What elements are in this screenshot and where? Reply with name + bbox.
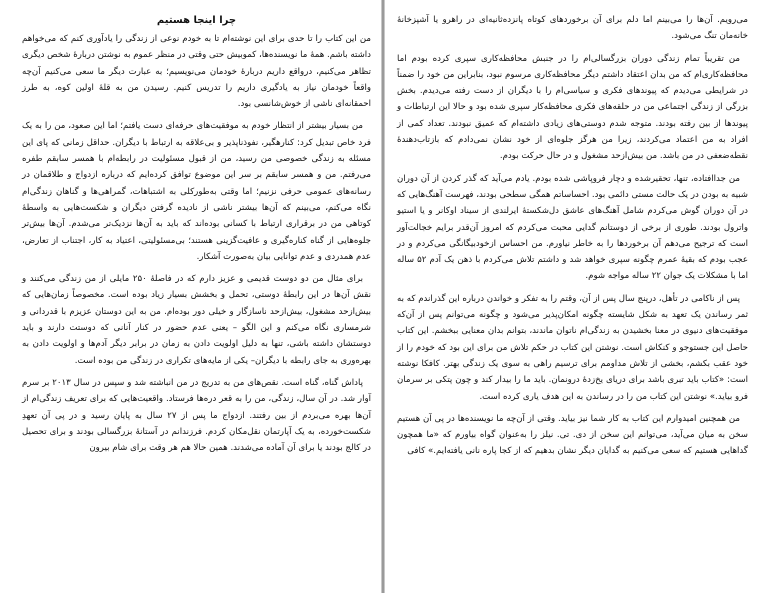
left-page [0,0,382,593]
paragraph: من این کتاب را تا حدی برای این نوشته‌ام تا به خودم نوعی از زندگی را یادآوری کنم که می‌خواهم داشته باشم. همهٔ ما نویسنده‌ها، کموبیش حتی وقتی در منظر عموم به نوشتن دربارهٔ شخص دیگری تظاهر می‌کنیم، درواقع داریم دربارهٔ خودمان می‌نویسیم؛ به عبارت دیگر ما سعی می‌کنیم آن‌چه واقعاً خودمان نیاز به یادگیری داریم را تدریس کنیم. رسیدن من به قلهٔ اولین کوه، به طرز احمقانه‌ای ناشی از خوش‌شانسی بود. [22,34,371,110]
paragraph: من تقریباً تمام زندگی دوران بزرگسالی‌ام را در جنبش محافظه‌کاری سپری کرده بودم اما محافظه‌کاری‌ام که من بدان اعتقاد داشتم دیگر محافظه‌کاری مرسوم نبود، بنابراین من خود را ضمناً در شرایطی می‌دیدم که پیوندهای فکری و سیاسی‌ام را با دیگران از دست رفته می‌دیدم. بخش بزرگی از زندگی اجتماعی من در حلقه‌های فکری محافظه‌کار سپری شده بود و حالا این ارتباطات و پیوندها از بین رفته بودند. متوجه شدم دوستی‌های زیادی داشته‌ام که عمیق نبودند. تعداد کمی از افراد به من اعتماد می‌کردند، زیرا من هرگز جلوه‌ای از خود نشان نمی‌دادم که بازتاب‌دهندهٔ نقطه‌ضعفی در من باشد. من بیش‌ازحد مشغول و در حال حرکت بودم. [397,53,748,162]
paragraph: من بسیار بیشتر از انتظار خودم به موفقیت‌های حرفه‌ای دست یافتم؛ اما این صعود، من را به یک فرد خاص تبدیل کرد: کنارهگیر، نفوذناپذیر و بی‌علاقه به ارتباط با دیگران. حداقل زمانی که پای این مسئله به زندگی خصوصی من رسید، من از قبول مسئولیت در رابطه‌ام با همسر سابقم طفره می‌رفتم. من و همسر سابقم بر سر این موضوع توافق کرده‌ایم که درباره ازدواج و طلاقمان در رسانه‌های عمومی حرفی نزنیم؛ اما وقتی به‌طورکلی به اشتباهات، گمراهی‌ها و گناهان زندگی‌ام نگاه می‌کنم، می‌بینم که آن‌ها بیشتر ناشی از نادیده گرفتن دیگران و شکست‌هایی به واسطهٔ کوتاهی من در برقراری ارتباط با کسانی بوده‌اند که باید به آن‌ها نزدیک‌تر می‌شدم. آن‌ها بیش‌تر جلوه‌هایی از گناه کناره‌گیری و عافیت‌گزینی هستند؛ بی‌مسئولیتی، اعتیاد به کار، اجتناب از تعارض، عدم همدردی و عدم توانایی بیان به‌صورت آشکار. [22,121,371,262]
paragraph: من جداافتاده، تنها، تحقیرشده و دچار فروپاشی شده بودم. یادم می‌آید که گذر کردن از آن دوران شبیه به بودن در یک حالت مستی دائمی بود. احساساتم همگی سطحی بودند، فهرست آهنگ‌هایی که در آن دوران گوش می‌کردم شامل آهنگ‌های عاشق دل‌شکستهٔ ایرلندی از سیناد اوکانر و یا استیو واترول بودند. طوری از برخی از دوستانم گدایی محبت می‌کردم که امروز آن‌قدر برایم خجالت‌آور است که ترجیح می‌دهم آن برخوردها را به خاطر نیاورم. من احساس ازخودبیگانگی می‌کردم و در عجب بودم که بقیهٔ عمرم چگونه سپری خواهد شد و داشتم تلاش می‌کردم با ذهن یک آدم ۵۲ ساله اما با مشکلات یک جوان ۲۲ ساله مواجه شوم. [397,173,748,282]
paragraph: برای مثال من دو دوست قدیمی و عزیز دارم که در فاصلهٔ ۲۵۰ مایلی از من زندگی می‌کنند و نقش آن‌ها در این رابطهٔ دوستی، تحمل و بخشش بسیار زیاد بوده است. مخصوصاً زمان‌هایی که بیش‌ازحد مشغول، بیش‌ازحد ناسازگار و خیلی دور بوده‌ام. من به این دوستان عزیزم با قدردانی و شرمساری نگاه می‌کنم و این الگو – یعنی عدم حضور در کنار آنانی که دوستت دارند و باید دوستشان داشته باشی، تنها به دلیل اولویت دادن به زمان در برابر دیگر آدم‌ها و اولویت دادن به بهره‌وری به جای رابطه با دیگران– یکی از مایه‌های تکراری در زندگی من بوده است. [22,274,371,366]
chapter-heading: چرا اینجا هستیم [156,15,237,26]
paragraph: پس از ناکامی در تأهل، درپنج سال پس از آن، وقتم را به تفکر و خواندن درباره این گذراندم که به ثمر رساندن یک تعهد به شکل شایسته چگونه امکان‌پذیر می‌شود و چگونه می‌توانم پس از آن‌که موفقیت‌های دنیوی در معنا بخشیدن به زندگی‌ام ناتوان ماندند، بتوانم بدان معنایی ببخشم. این کتاب حاصل این جستوجو و کنکاش است. نوشتن این کتاب در حکم تلاش من برای این بود که خودم را از خود عقب بکشم، بخشی از تلاش مداومم برای ترسیم راهی به سوی یک زندگی بهتر. کافکا نوشته است: «کتاب باید تبری باشد برای دریای یخ‌زدهٔ درونمان. باید ما را بیدار کند و چون پتکی بر سرمان فرو بیاید.» نوشتن این کتاب من را در رساندن به این هدف یاری کرده است. [397,293,748,402]
paragraph: من همچنین امیدوارم این کتاب به کار شما نیز بیاید. وقتی از آن‌چه ما نویسنده‌ها در پی آن هستیم سخن به میان می‌آید، می‌توانم این سخن از دی. تی. نیلز را به‌عنوان گواه بیاورم که «ما همچون گداهایی هستیم که سعی می‌کنیم به گدایان دیگر نشان بدهیم که از کجا پاره نانی یافته‌ایم.» کافی [397,413,748,457]
right-page [384,0,768,593]
paragraph: پاداش گناه، گناه است. نقص‌های من به تدریج در من انباشته شد و سپس در سال ۲۰۱۳ بر سرم آوار شد. در آن سال، زندگی، من را به قعر دره‌ها فرستاد. واقعیت‌هایی که برای تعریف زندگی‌ام از آن‌ها بهره می‌بردم از بین رفتند. ازدواج ما پس از ۲۷ سال به پایان رسید و در پی آن تعهدِ شکست‌خورده، به یک آپارتمان نقل‌مکان کردم. فرزندانم در آستانهٔ بزرگسالی بودند و برای تحصیل در کالج بودند یا برای آن آماده می‌شدند. همین حالا هم هر وقت برای شام بیرون [22,377,371,454]
paragraph: می‌رویم. آن‌ها را می‌بینم اما دلم برای آن برخوردهای کوتاه پانزده‌ثانیه‌ای در راهرو یا آشپزخانهٔ خانه‌مان تنگ می‌شود. [397,15,748,42]
